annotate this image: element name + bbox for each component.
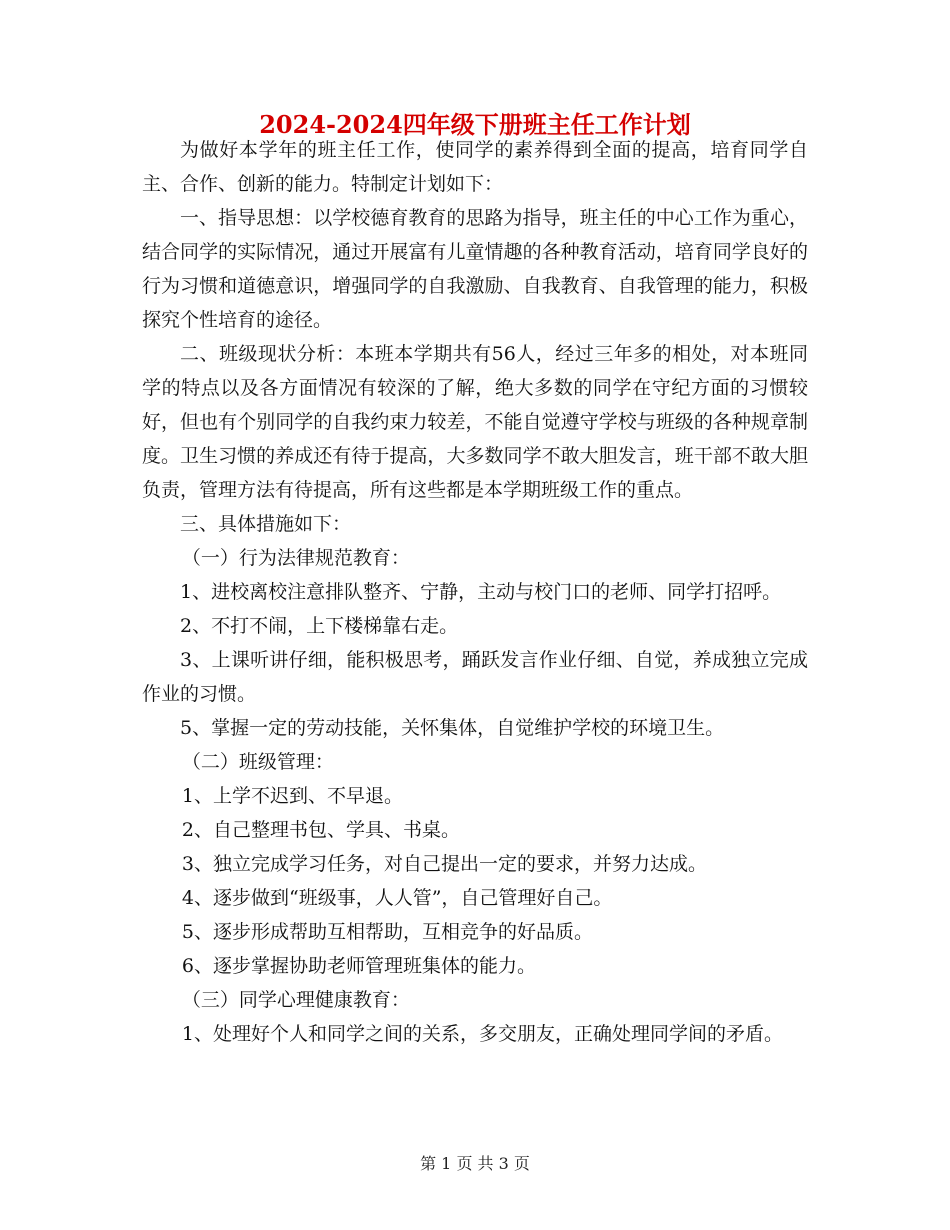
management-item-1: 1、上学不迟到、不早退。: [181, 785, 403, 807]
management-item-5: 5、逐步形成帮助互相帮助，互相竞争的好品质。: [181, 921, 593, 943]
management-item-4: 4、逐步做到“班级事，人人管”，自己管理好自己。: [181, 887, 613, 909]
section-measures-heading: 三、具体措施如下：: [180, 513, 352, 535]
intro-paragraph: 为做好本学年的班主任工作，使同学的素养得到全面的提高，培育同学自主、合作、创新的能力。特制定计划如下：: [142, 139, 808, 195]
behavior-item-5: 5、掌握一定的劳动技能，关怀集体，自觉维护学校的环境卫生。: [180, 717, 725, 739]
behavior-item-2: 2、不打不闹，上下楼梯靠右走。: [180, 615, 459, 637]
mental-health-item-1: 1、处理好个人和同学之间的关系，多交朋友，正确处理同学间的矛盾。: [181, 1023, 783, 1045]
behavior-item-3: 3、上课听讲仔细，能积极思考，踊跃发言作业仔细、自觉，养成独立完成作业的习惯。: [142, 649, 808, 705]
management-item-3: 3、独立完成学习任务，对自己提出一定的要求，并努力达成。: [181, 853, 707, 875]
document-title: 2024-2024四年级下册班主任工作计划: [259, 110, 691, 139]
subsection-behavior-heading: （一）行为法律规范教育：: [181, 547, 410, 569]
management-item-2: 2、自己整理书包、学具、书桌。: [181, 819, 460, 841]
section-class-analysis: 二、班级现状分析：本班本学期共有56人，经过三年多的相处，对本班同学的特点以及各方面情况有较深的了解，绝大多数的同学在守纪方面的习惯较好，但也有个别同学的自我约束力较差，不能自觉遵守学校与班级的各种规章制度。卫生习惯的养成还有待于提高，大多数同学不敢大胆发言，班干部不敢大胆负责，管理方法有待提高，所有这些都是本学期班级工作的重点。: [142, 343, 808, 501]
section-guiding-thought: 一、指导思想：以学校德育教育的思路为指导，班主任的中心工作为重心，结合同学的实际情况，通过开展富有儿童情趣的各种教育活动，培育同学良好的行为习惯和道德意识，增强同学的自我激励、自我教育、自我管理的能力，积极探究个性培育的途径。: [142, 207, 808, 331]
document-body: [142, 133, 808, 1051]
behavior-item-1: 1、进校离校注意排队整齐、宁静，主动与校门口的老师、同学打招呼。: [180, 581, 782, 603]
subsection-mental-health-heading: （三）同学心理健康教育：: [181, 989, 410, 1011]
page-footer: 第 1 页 共 3 页: [420, 1154, 530, 1173]
management-item-6: 6、逐步掌握协助老师管理班集体的能力。: [181, 955, 536, 977]
subsection-class-management-heading: （二）班级管理：: [181, 751, 334, 773]
